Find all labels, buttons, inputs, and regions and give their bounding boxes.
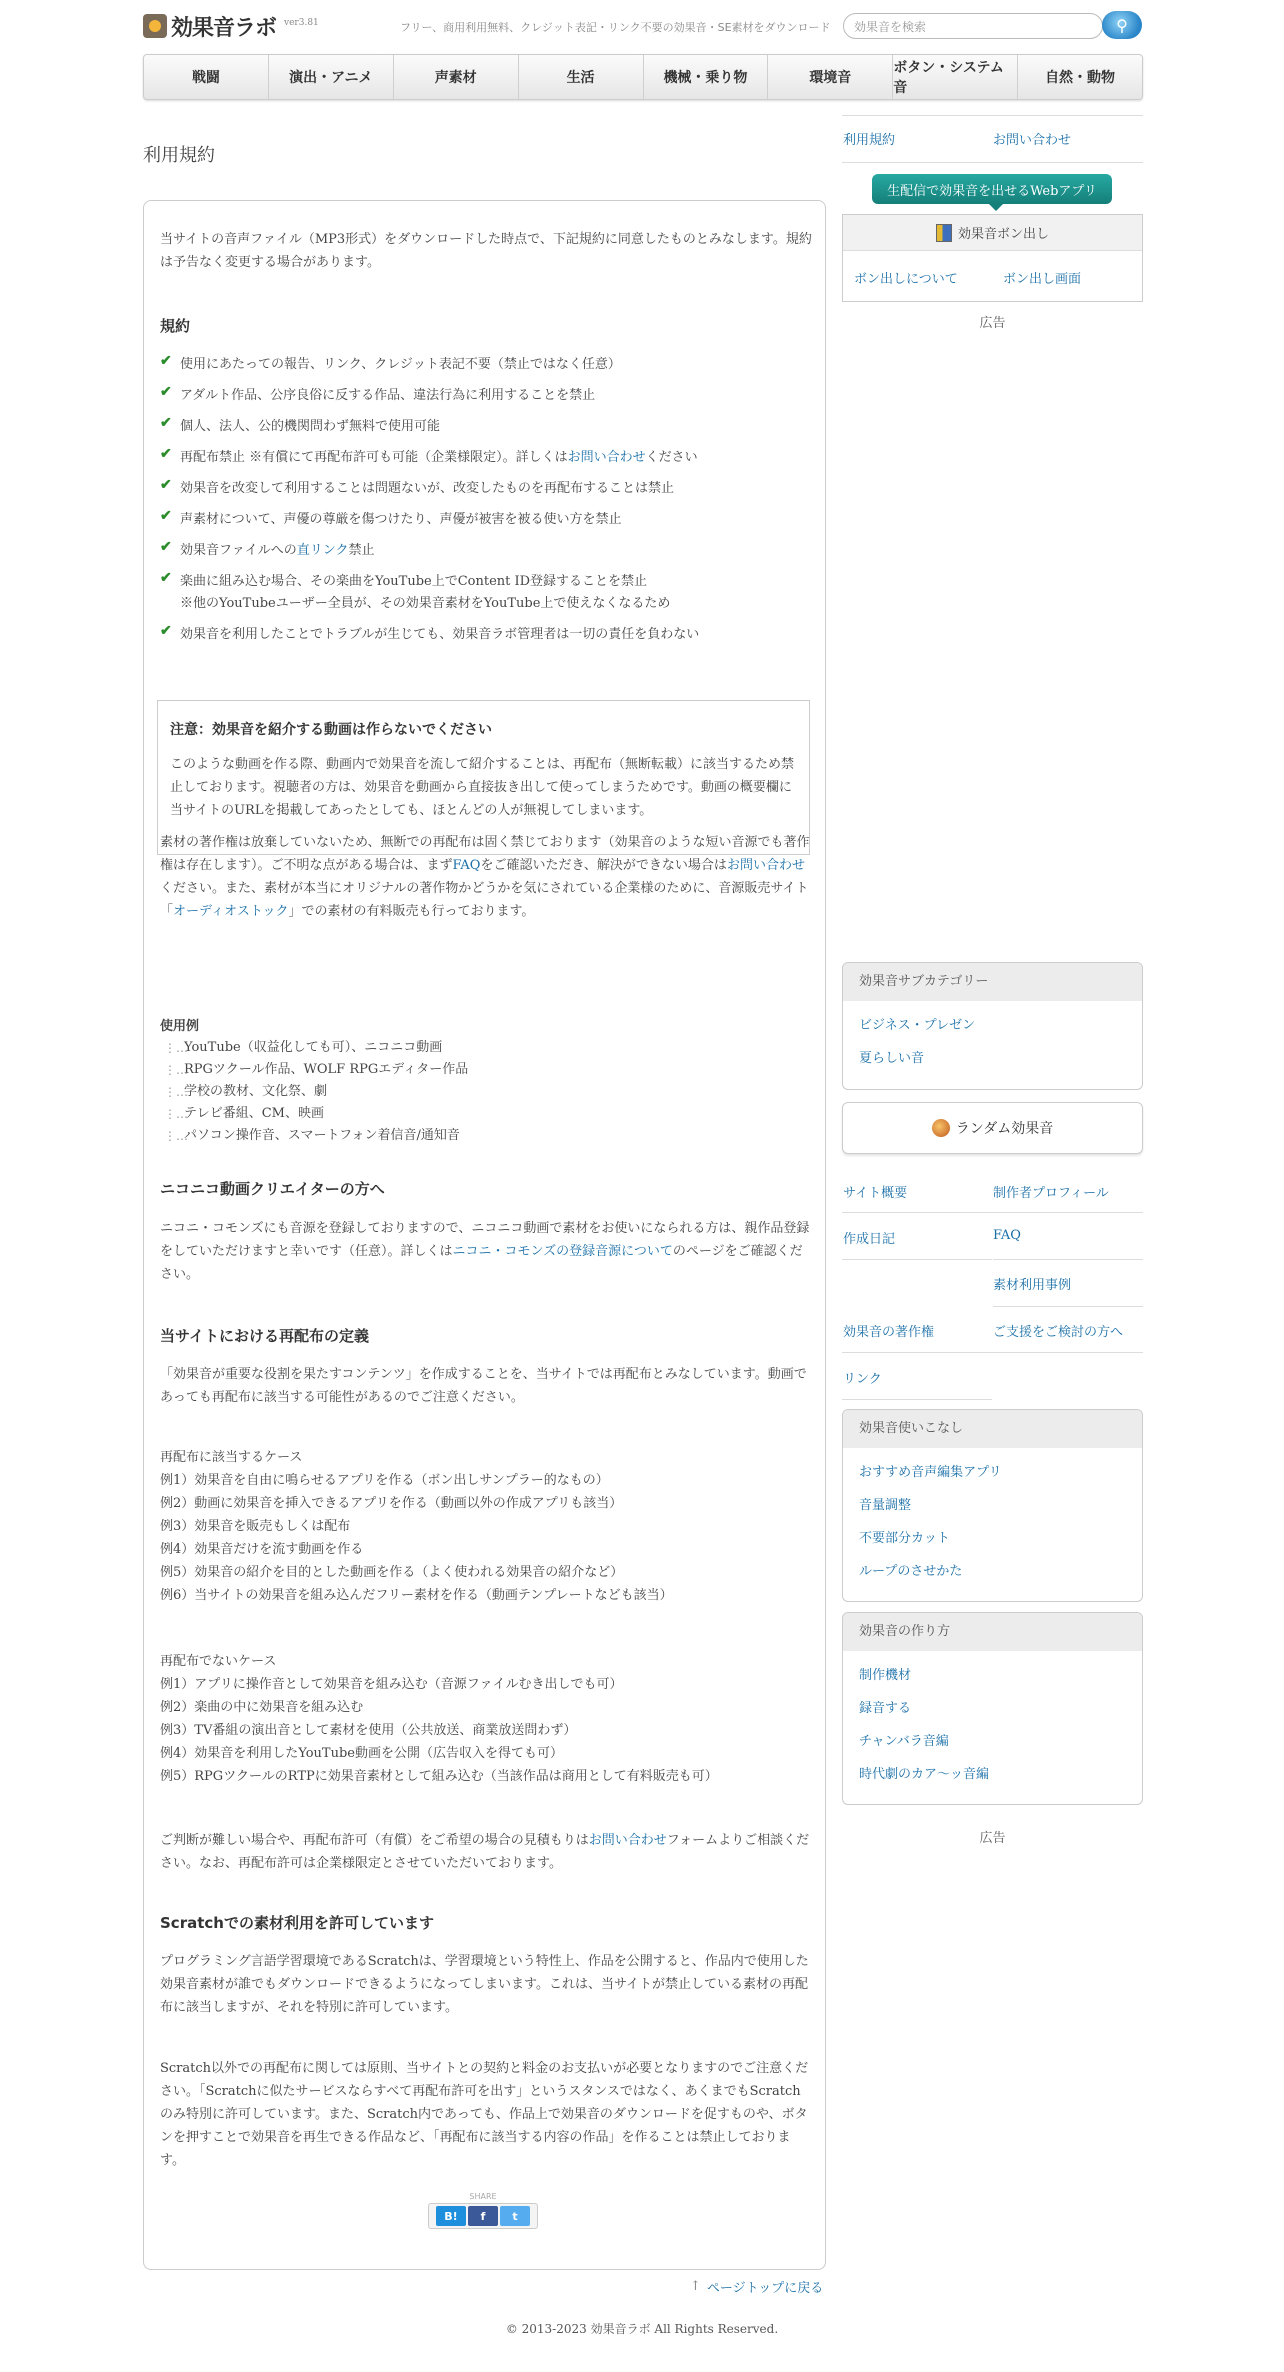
usage-link[interactable]: 不要部分カット <box>859 1531 950 1546</box>
contact-link[interactable]: お問い合わせ <box>567 450 646 465</box>
sidebar-link-links[interactable]: リンク <box>843 1372 882 1387</box>
contact-link[interactable]: お問い合わせ <box>726 858 805 873</box>
sidebar-link-about[interactable]: サイト概要 <box>843 1186 908 1201</box>
sidebar-link-cases[interactable]: 素材利用事例 <box>993 1278 1072 1293</box>
panel-title: 効果音の作り方 <box>843 1613 1142 1651</box>
logo-icon <box>143 14 167 38</box>
rule-item: ✔ 個人、法人、公的機関問わず無料で使用可能 <box>160 415 441 434</box>
pon-screen-link[interactable]: ボン出し画面 <box>1003 272 1082 287</box>
dice-icon <box>932 1119 950 1137</box>
search-button[interactable] <box>1102 11 1142 39</box>
tree-icon: ⋮… <box>164 1107 188 1121</box>
uses-heading: 使用例 <box>160 1019 200 1034</box>
sidebar-link-profile[interactable]: 制作者プロフィール <box>993 1186 1109 1201</box>
list-item: ⋮… RPGツクール作品、WOLF RPGエディター作品 <box>160 1059 812 1081</box>
rules-heading: 規約 <box>160 317 191 335</box>
rules-list <box>160 354 812 655</box>
ad-label: 広告 <box>979 1831 1006 1846</box>
search-input[interactable]: 効果音を検索 <box>843 13 1103 39</box>
version-label: ver3.81 <box>284 18 319 28</box>
nico-paragraph: ニコニ・コモンズにも音源を登録しておりますので、ニコニコ動画で素材をお使いになられる方は、親作品登録をしていただけますと幸いです（任意）。詳しくはニコニ・コモンズの登録音源についてのページをご確認ください。 <box>160 1221 810 1282</box>
tagline: フリー、商用利用無料、クレジット表記・リンク不要の効果音・SE素材をダウンロード <box>400 21 831 34</box>
ad-label: 広告 <box>979 316 1006 331</box>
check-icon: ✔ <box>160 384 172 400</box>
scratch-paragraph-1: プログラミング言語学習環境であるScratchは、学習環境という特性上、作品を公開すると、作品内で使用した効果音素材が誰でもダウンロードできるようになってしまいます。これは、当サイトが禁止している素材の再配布に該当しますが、それを特別に許可しています。 <box>160 1954 809 2015</box>
check-icon: ✔ <box>160 570 172 586</box>
rule-item: ✔ 使用にあたっての報告、リンク、クレジット表記不要（禁止ではなく任意） <box>160 353 621 372</box>
nav-item-nature[interactable]: 自然・動物 <box>1045 70 1116 86</box>
rule-item: ✔ 効果音を改変して利用することは問題ないが、改変したものを再配布することは禁止 <box>160 477 675 496</box>
logo-text: 効果音ラボ <box>171 15 277 41</box>
notice-box <box>157 700 810 855</box>
main-content-box <box>143 200 826 2270</box>
callout-arrow <box>988 203 1004 211</box>
book-icon <box>936 224 952 242</box>
nav-item-life[interactable]: 生活 <box>519 55 644 99</box>
subcategory-link[interactable]: 夏らしい音 <box>859 1051 925 1066</box>
rule-item: ✔ 楽曲に組み込む場合、その楽曲をYouTube上でContent ID登録することを禁止 ※他のYouTubeユーザー全員が、その効果音素材をYouTube上で使えなくなるため <box>160 570 671 611</box>
rule-item: ✔ 効果音を利用したことでトラブルが生じても、効果音ラボ管理者は一切の責任を負わない <box>160 623 700 642</box>
category-nav <box>143 54 1143 100</box>
copyright-paragraph: 素材の著作権は放棄していないため、無断での再配布は固く禁じております（効果音のような短い音源でも著作権は存在します）。ご不明な点がある場合は、まずFAQをご確認いただき、解決ができない場合はお問い合わせください。また、素材が本当にオリジナルの著作物かどうかを気にされている企業様のために、音源販売サイト「オーディオストック」での素材の有料販売も行っております。 <box>160 835 810 919</box>
uses-list <box>160 1037 812 1147</box>
pon-header: 効果音ボン出し <box>843 215 1142 251</box>
sidebar-link-diary[interactable]: 作成日記 <box>843 1232 896 1247</box>
nav-item-voice[interactable]: 声素材 <box>394 55 519 99</box>
nav-item-environment[interactable]: 環境音 <box>768 55 893 99</box>
scratch-heading: Scratchでの素材利用を許可しています <box>160 1914 434 1932</box>
sidebar-link-terms[interactable]: 利用規約 <box>843 133 896 148</box>
list-item: ⋮… パソコン操作音、スマートフォン着信音/通知音 <box>160 1125 812 1147</box>
check-icon: ✔ <box>160 415 172 431</box>
check-icon: ✔ <box>160 446 172 462</box>
check-icon: ✔ <box>160 623 172 639</box>
page-title: 利用規約 <box>143 145 215 166</box>
site-logo[interactable] <box>143 12 319 40</box>
rule-item: ✔ 効果音ファイルへの直リンク禁止 <box>160 539 375 558</box>
nav-item-machine[interactable]: 機械・乗り物 <box>644 55 769 99</box>
page-top-link[interactable]: ↑ ページトップに戻る <box>690 2279 824 2296</box>
list-item: ⋮… YouTube（収益化しても可）、ニコニコ動画 <box>160 1037 812 1059</box>
panel-title: 効果音使いこなし <box>843 1410 1142 1448</box>
check-icon: ✔ <box>160 539 172 555</box>
howto-link[interactable]: チャンバラ音編 <box>859 1734 949 1749</box>
hatena-bookmark-button[interactable]: B! <box>436 2206 466 2226</box>
rule-item: ✔ 再配布禁止 ※有償にて再配布許可も可能（企業様限定）。詳しくはお問い合わせください <box>160 446 698 465</box>
intro-text: 当サイトの音声ファイル（MP3形式）をダウンロードした時点で、下記規約に同意したものとみなします。規約は予告なく変更する場合があります。 <box>160 232 812 270</box>
nicommons-link[interactable]: ニコニ・コモンズの登録音源について <box>452 1244 673 1259</box>
subcategory-panel <box>842 962 1143 1090</box>
redist-no-cases: 再配布でないケース 例1）アプリに操作音として効果音を組み込む（音源ファイルむき出しでも可） 例2）楽曲の中に効果音を組み込む 例3）TV番組の演出音として素材を使用（公共放送、商業放送問わず） 例4）効果音を利用したYouTube動画を公開（広告収入を得ても可） 例5）RPGツクールのRTPに効果音素材として組み込む（当該作品は商用として有料販売も可） <box>160 1654 718 1784</box>
panel-title: 効果音サブカテゴリー <box>843 963 1142 1001</box>
contact-link[interactable]: お問い合わせ <box>588 1833 667 1848</box>
scratch-paragraph-2: Scratch以外での再配布に関しては原則、当サイトとの契約と料金のお支払いが必要となりますのでご注意ください。「Scratchに似たサービスならすべて再配布許可を出す」というスタンスではなく、あくまでもScratchのみ特別に許可しています。また、Scratch内であっても、作品上で効果音のダウンロードを促すものや、ボタンを押すことで効果音を再生できる作品など、「再配布に該当する内容の作品」を作ることは禁止しております。 <box>160 2061 809 2168</box>
usage-link[interactable]: おすすめ音声編集アプリ <box>859 1465 1002 1480</box>
list-item: ⋮… 学校の教材、文化祭、劇 <box>160 1081 812 1103</box>
howto-link[interactable]: 録音する <box>859 1701 912 1716</box>
share-label: SHARE <box>469 2192 497 2201</box>
tree-icon: ⋮… <box>164 1063 188 1077</box>
facebook-share-button[interactable]: f <box>468 2206 498 2226</box>
nico-heading: ニコニコ動画クリエイターの方へ <box>160 1180 385 1198</box>
random-sound-button[interactable]: ランダム効果音 <box>842 1102 1143 1154</box>
sidebar-link-copyright[interactable]: 効果音の著作権 <box>843 1325 935 1340</box>
faq-link[interactable]: FAQ <box>452 858 481 873</box>
notice-body: このような動画を作る際、動画内で効果音を流して紹介することは、再配布（無断転載）に該当するため禁止しております。視聴者の方は、効果音を動画から直接抜き出して使ってしまうためです。動画の概要欄に当サイトのURLを掲載してあったとしても、ほとんどの人が無視してしまいます。 <box>170 757 795 818</box>
nav-item-battle[interactable]: 戦闘 <box>144 55 269 99</box>
check-icon: ✔ <box>160 353 172 369</box>
arrow-up-icon: ↑ <box>690 2279 701 2294</box>
redist-yes-cases: 再配布に該当するケース 例1）効果音を自由に鳴らせるアプリを作る（ボン出しサンプラー的なもの） 例2）動画に効果音を挿入できるアプリを作る（動画以外の作成アプリも該当） 例3）効果音を販売もしくは配布 例4）効果音だけを流す動画を作る 例5）効果音の紹介を目的とした動画を作る（よく使われる効果音の紹介など） 例6）当サイトの効果音を組み込んだフリー素材を作る（動画テンプレートなども該当） <box>160 1450 673 1603</box>
rule-item: ✔ アダルト作品、公序良俗に反する作品、違法行為に利用することを禁止 <box>160 384 596 403</box>
audiostock-link[interactable]: オーディオストック <box>173 904 289 919</box>
webapp-button[interactable]: 生配信で効果音を出せるWebアプリ <box>872 174 1112 204</box>
sidebar-link-faq[interactable]: FAQ <box>993 1228 1021 1243</box>
pon-about-link[interactable]: ボン出しについて <box>854 272 958 287</box>
redist-paragraph: 「効果音が重要な役割を果たすコンテンツ」を作成することを、当サイトでは再配布とみなしています。動画であっても再配布に該当する可能性があるのでご注意ください。 <box>160 1367 807 1405</box>
tree-icon: ⋮… <box>164 1085 188 1099</box>
sidebar-link-contact[interactable]: お問い合わせ <box>993 133 1072 148</box>
subcategory-link[interactable]: ビジネス・プレゼン <box>859 1018 976 1033</box>
list-item: ⋮… テレビ番組、CM、映画 <box>160 1103 812 1125</box>
nav-item-anime[interactable]: 演出・アニメ <box>269 55 394 99</box>
usage-panel <box>842 1409 1143 1602</box>
check-icon: ✔ <box>160 508 172 524</box>
usage-link[interactable]: ループのさせかた <box>859 1564 963 1579</box>
check-icon: ✔ <box>160 477 172 493</box>
usage-link[interactable]: 音量調整 <box>859 1498 912 1513</box>
hotlink-link[interactable]: 直リンク <box>296 543 349 558</box>
notice-title: 注意：効果音を紹介する動画は作らないでください <box>170 722 492 738</box>
sidebar-link-support[interactable]: ご支援をご検討の方へ <box>993 1325 1124 1340</box>
search-icon: ⚲ <box>1116 15 1128 35</box>
consult-paragraph: ご判断が難しい場合や、再配布許可（有償）をご希望の場合の見積もりはお問い合わせフォームよりご相談ください。なお、再配布許可は企業様限定とさせていただいております。 <box>160 1833 810 1871</box>
footer-copyright: © 2013-2023 効果音ラボ All Rights Reserved. <box>505 2322 779 2336</box>
share-widget <box>428 2192 538 2229</box>
rule-item: ✔ 声素材について、声優の尊厳を傷つけたり、声優が被害を被る使い方を禁止 <box>160 508 622 527</box>
redist-heading: 当サイトにおける再配布の定義 <box>160 1327 369 1345</box>
nav-item-button-system[interactable]: ボタン・システム音 <box>893 55 1018 99</box>
tree-icon: ⋮… <box>164 1041 188 1055</box>
howto-panel <box>842 1612 1143 1805</box>
tree-icon: ⋮… <box>164 1129 188 1143</box>
howto-link[interactable]: 制作機材 <box>859 1668 912 1683</box>
howto-link[interactable]: 時代劇のカア～ッ音編 <box>859 1767 990 1782</box>
twitter-share-button[interactable]: t <box>500 2206 530 2226</box>
